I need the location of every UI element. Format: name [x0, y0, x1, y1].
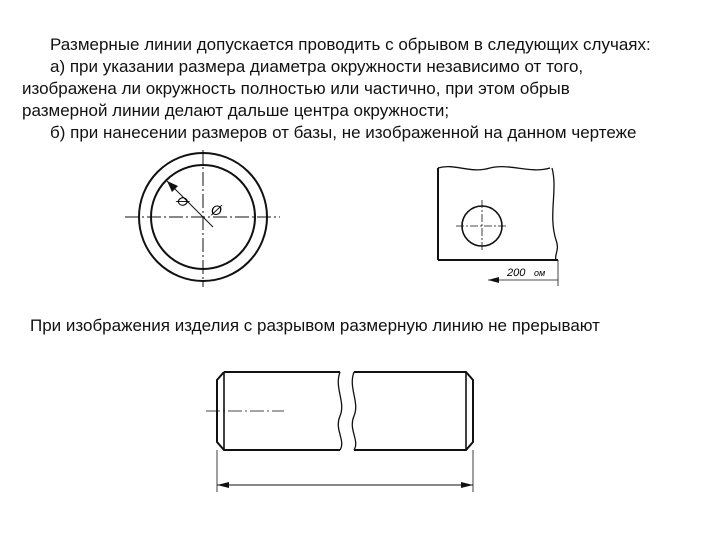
base-dimension-arrow [488, 277, 499, 283]
diameter-symbol: Ø [211, 202, 222, 218]
base-dimension-figure [430, 160, 580, 290]
base-dimension-value: 200 [507, 267, 526, 279]
intro-line-2: а) при указании размера диаметра окружности независимо от того, [50, 57, 584, 76]
base-dimension-suffix: ом [534, 268, 546, 278]
intro-line-1: Размерные линии допускается проводить с обрывом в следующих случаях: [50, 35, 651, 54]
right-break-line [552, 168, 557, 260]
right-break-line [352, 372, 355, 450]
intro-line-3: изображена ли окружность полностью или частично, при этом обрыв [22, 79, 570, 98]
left-break-line [338, 372, 341, 450]
circle-diameter-figure [120, 145, 300, 295]
intro-line-5: б) при нанесении размеров от базы, не изображенной на данном чертеже [50, 123, 637, 142]
length-arrow-left [217, 482, 229, 488]
length-arrow-right [461, 482, 473, 488]
section2-text: При изображения изделия с разрывом размерную линию не прерывают [30, 316, 600, 335]
shaft-break-figure [200, 360, 490, 500]
right-shaft-outline [354, 372, 473, 450]
top-break-line [438, 167, 550, 170]
intro-line-4: размерной линии делают дальше центра окружности; [22, 101, 450, 120]
diameter-symbol-rotated: Ø [173, 192, 192, 211]
